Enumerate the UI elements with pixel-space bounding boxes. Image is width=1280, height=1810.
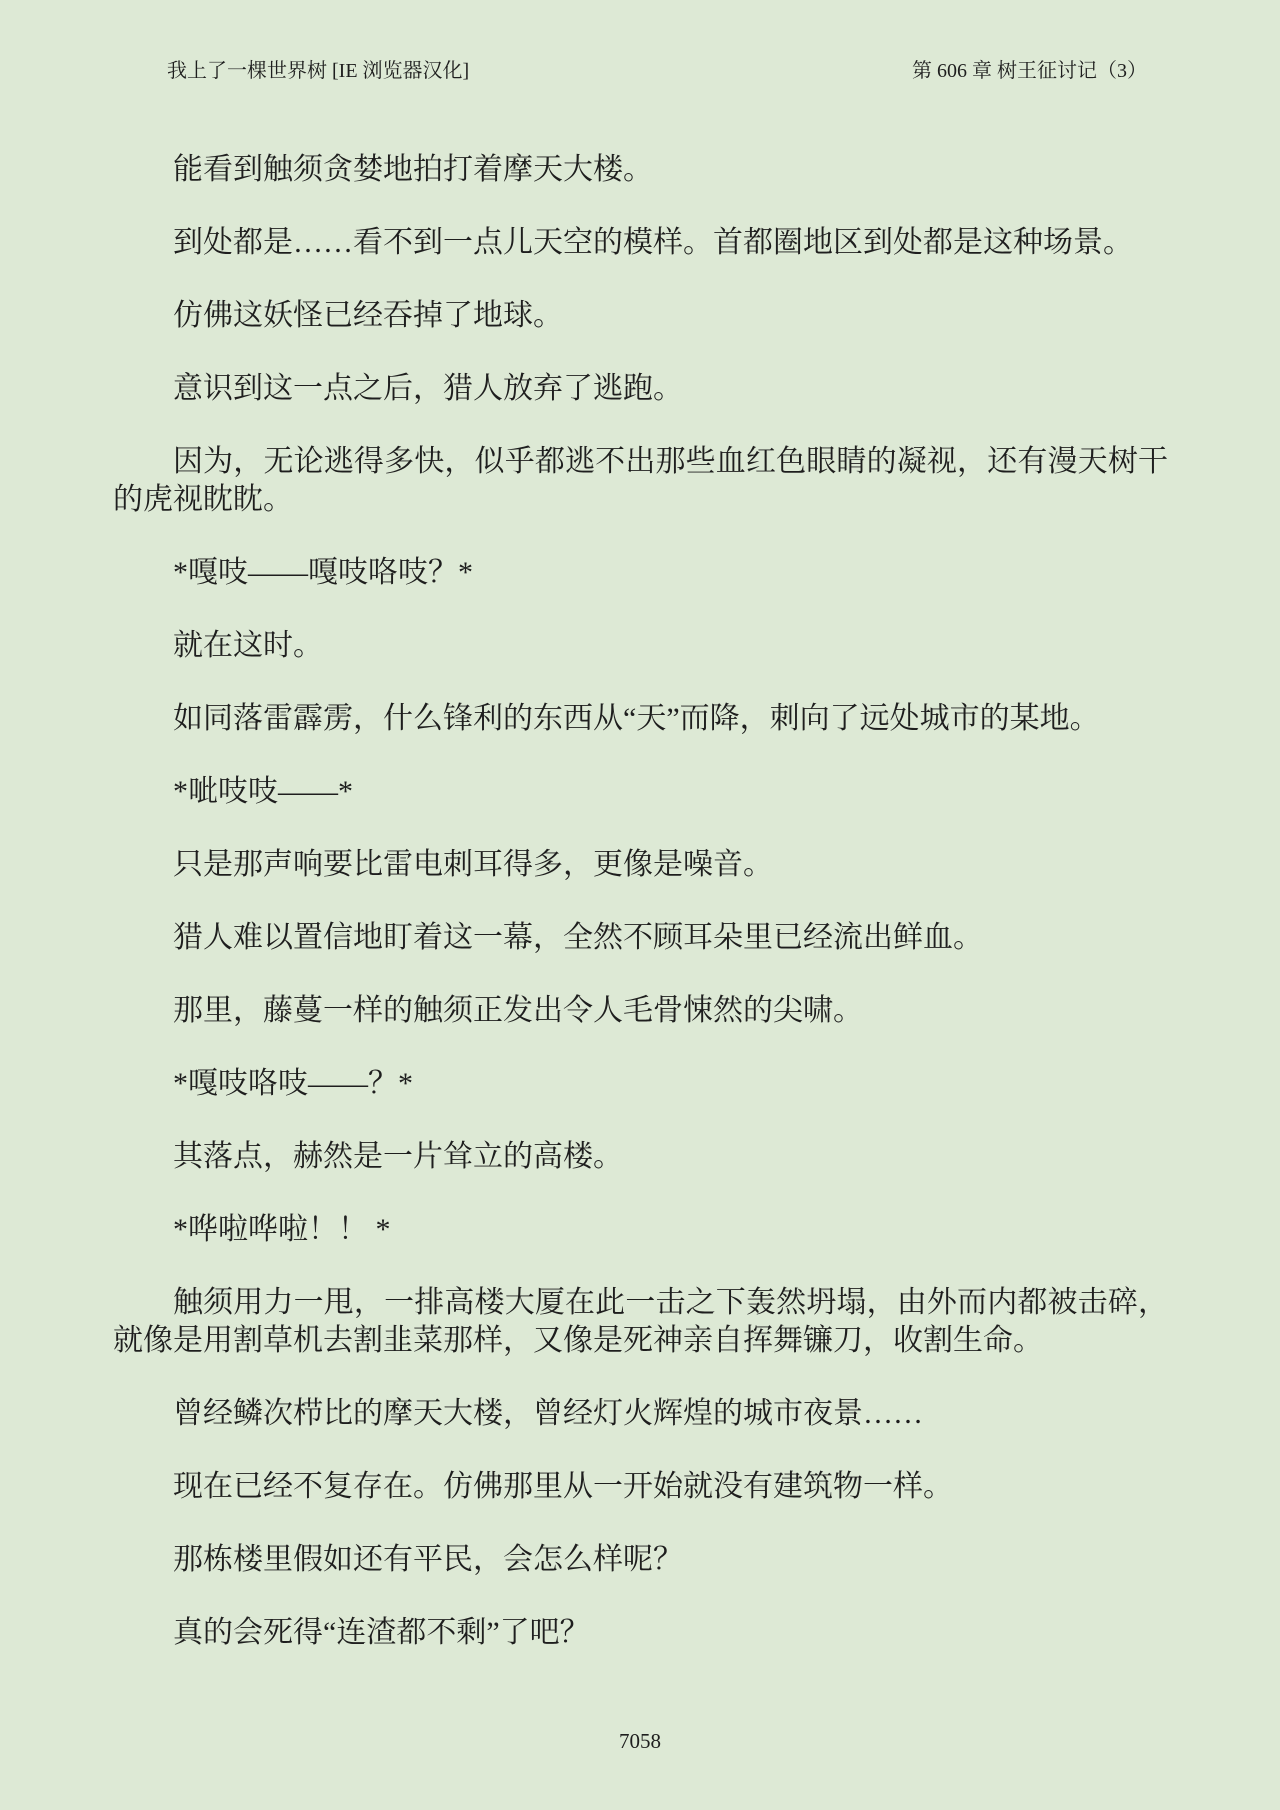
body-paragraph: 如同落雷霹雳，什么锋利的东西从“天”而降，刺向了远处城市的某地。 — [173, 702, 1100, 735]
body-paragraph: 就在这时。 — [173, 629, 323, 662]
body-paragraph: 曾经鳞次栉比的摩天大楼，曾经灯火辉煌的城市夜景…… — [173, 1397, 923, 1430]
body-paragraph: *哗啦哗啦！！ * — [173, 1213, 391, 1246]
body-paragraph: *嘎吱咯吱——？* — [173, 1067, 413, 1100]
body-paragraph: 那里，藤蔓一样的触须正发出令人毛骨悚然的尖啸。 — [173, 994, 863, 1027]
body-paragraph: *呲吱吱——* — [173, 775, 353, 808]
body-paragraph: 能看到触须贪婪地拍打着摩天大楼。 — [173, 153, 653, 186]
page-header — [167, 58, 1147, 84]
body-paragraph: 仿佛这妖怪已经吞掉了地球。 — [173, 299, 563, 332]
body-paragraph: 因为，无论逃得多快，似乎都逃不出那些血红色眼睛的凝视，还有漫天树干的虎视眈眈。 — [113, 445, 1168, 516]
body-paragraph: 猎人难以置信地盯着这一幕，全然不顾耳朵里已经流出鲜血。 — [173, 921, 983, 954]
body-paragraph: 只是那声响要比雷电刺耳得多，更像是噪音。 — [173, 848, 773, 881]
body-paragraph: 其落点，赫然是一片耸立的高楼。 — [173, 1140, 623, 1173]
body-paragraph: *嘎吱——嘎吱咯吱？* — [173, 556, 473, 589]
body-paragraph: 那栋楼里假如还有平民，会怎么样呢？ — [173, 1543, 683, 1576]
chapter-title: 第 606 章 树王征讨记（3） — [912, 60, 1147, 82]
body-paragraph: 触须用力一甩，一排高楼大厦在此一击之下轰然坍塌，由外而内都被击碎，就像是用割草机去割韭菜那样，又像是死神亲自挥舞镰刀，收割生命。 — [113, 1286, 1168, 1357]
page-footer — [0, 1728, 1280, 1754]
body-paragraph: 到处都是……看不到一点儿天空的模样。首都圈地区到处都是这种场景。 — [173, 226, 1133, 259]
page-number: 7058 — [619, 1729, 661, 1753]
body-paragraph: 意识到这一点之后，猎人放弃了逃跑。 — [173, 372, 683, 405]
chapter-text — [113, 151, 1168, 1687]
book-title: 我上了一棵世界树 [IE 浏览器汉化] — [167, 60, 470, 82]
body-paragraph: 真的会死得“连渣都不剩”了吧？ — [173, 1616, 590, 1649]
body-paragraph: 现在已经不复存在。仿佛那里从一开始就没有建筑物一样。 — [173, 1470, 953, 1503]
